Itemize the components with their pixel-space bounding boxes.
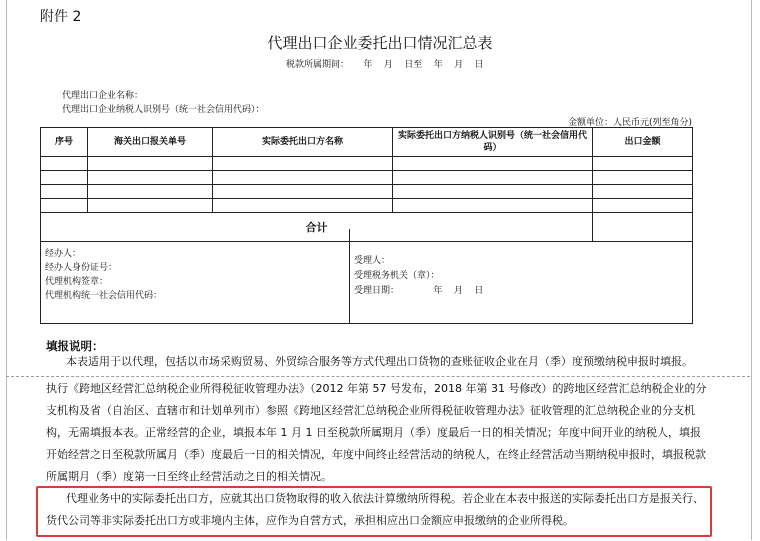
table-row xyxy=(41,157,693,171)
table-row xyxy=(41,199,693,213)
notes-heading: 填报说明： xyxy=(46,339,104,353)
signature-section xyxy=(40,229,693,324)
table-cell[interactable] xyxy=(41,199,88,213)
handler-id-label: 经办人身份证号： xyxy=(45,263,118,273)
currency-unit-label: 金额单位：人民币元(列至角分) xyxy=(567,118,692,128)
note-paragraph-3-highlighted: 代理业务中的实际委托出口方，应就其出口货物取得的收入依法计算缴纳所得税。若企业在本表中报送的实际委托出口方是报关行、货代公司等非实际委托出口方或非境内主体，应作为自营方式，承担相应出口金额应申报缴纳的企业所得税。 xyxy=(46,492,704,527)
col-header-customs-no: 海关出口报关单号 xyxy=(88,128,213,157)
total-label: 合计 xyxy=(41,213,593,242)
table-cell[interactable] xyxy=(88,199,213,213)
agent-tax-id-label: 代理出口企业纳税人识别号（统一社会信用代码）： xyxy=(62,105,265,115)
table-cell[interactable] xyxy=(88,157,213,171)
table-cell[interactable] xyxy=(213,185,393,199)
table-cell[interactable] xyxy=(213,157,393,171)
attachment-label: 附件 2 xyxy=(40,9,82,25)
accept-day: 日 xyxy=(474,286,484,296)
accept-date-label: 受理日期： xyxy=(354,286,400,296)
entrusted-export-table xyxy=(40,127,693,242)
table-cell[interactable] xyxy=(593,199,693,213)
col-header-export-amount: 出口金额 xyxy=(593,128,693,157)
table-cell[interactable] xyxy=(593,185,693,199)
table-cell[interactable] xyxy=(593,171,693,185)
tax-period-line xyxy=(286,57,484,70)
col-header-consignor-tax-id: 实际委托出口方纳税人识别号（统一社会信用代码） xyxy=(393,128,593,157)
period-start-year: 年 xyxy=(363,60,373,70)
period-label: 税款所属期间： xyxy=(286,60,350,70)
note-paragraph-2: 执行《跨地区经营汇总纳税企业所得税征收管理办法》（2012 年第 57 号发布，2018 年第 31 号修改）的跨地区经营汇总纳税企业的分支机构及省（自治区、直辖市和计划单列市）参照《跨地区经营汇总纳税企业所得税征收管理办法》征收管理的汇总纳税企业的分支机构，无需填报本表。正常经营的企业，填报本年 1 月 1 日至税款所属期月（季）度最后一日的相关情况；年度中间开业的纳税人，填报开始经营之日至税款所属月（季）度最后一日的相关情况，年度中间终止经营活动的纳税人，在终止经营活动当期纳税申报时，填报税款所属期月（季）度第一日至终止经营活动之日的相关情况。 xyxy=(46,382,707,483)
accept-year: 年 xyxy=(433,286,443,296)
table-header-row xyxy=(41,128,693,157)
table-cell[interactable] xyxy=(393,185,593,199)
table-cell[interactable] xyxy=(88,185,213,199)
table-cell[interactable] xyxy=(393,199,593,213)
table-cell[interactable] xyxy=(393,157,593,171)
handler-label: 经办人： xyxy=(45,249,82,259)
table-cell[interactable] xyxy=(41,185,88,199)
receiver-label: 受理人： xyxy=(354,256,391,266)
table-row xyxy=(41,171,693,185)
tax-authority-label: 受理税务机关（章）： xyxy=(354,271,440,281)
form-title: 代理出口企业委托出口情况汇总表 xyxy=(267,34,493,52)
page-separator xyxy=(6,376,750,377)
table-cell[interactable] xyxy=(88,171,213,185)
table-cell[interactable] xyxy=(593,157,693,171)
table-row xyxy=(41,185,693,199)
note-paragraph-1: 本表适用于以代理，包括以市场采购贸易、外贸综合服务等方式代理出口货物的查账征收企业在月（季）度预缴纳税申报时填报。 xyxy=(66,355,693,368)
period-end-year: 年 xyxy=(433,60,443,70)
col-header-serial: 序号 xyxy=(41,128,88,157)
col-header-consignor-name: 实际委托出口方名称 xyxy=(213,128,393,157)
table-cell[interactable] xyxy=(213,171,393,185)
table-cell[interactable] xyxy=(393,171,593,185)
period-start-day: 日至 xyxy=(404,60,423,70)
signature-divider xyxy=(349,229,350,323)
accept-date-line xyxy=(354,284,483,299)
acceptance-block xyxy=(354,254,483,299)
table-cell[interactable] xyxy=(213,199,393,213)
period-end-month: 月 xyxy=(454,60,464,70)
agency-seal-label: 代理机构签章： xyxy=(45,277,109,287)
table-cell[interactable] xyxy=(41,171,88,185)
agent-name-label: 代理出口企业名称： xyxy=(62,91,144,101)
period-end-day: 日 xyxy=(474,60,484,70)
agency-credit-code-label: 代理机构统一社会信用代码： xyxy=(45,291,163,301)
agency-signature-block xyxy=(45,247,162,303)
accept-month: 月 xyxy=(453,286,463,296)
table-cell[interactable] xyxy=(41,157,88,171)
period-start-month: 月 xyxy=(383,60,393,70)
